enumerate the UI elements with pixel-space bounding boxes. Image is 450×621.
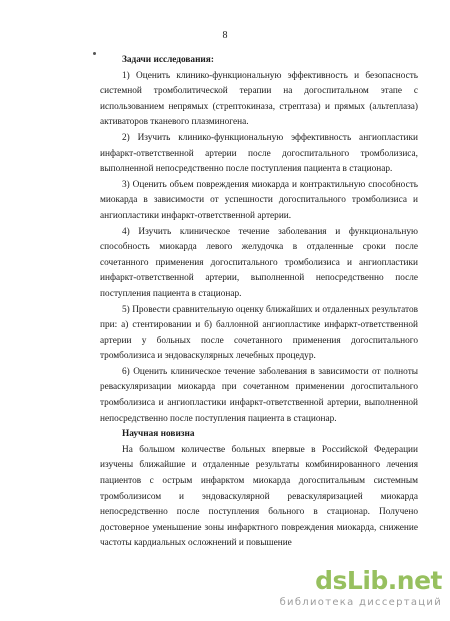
section-heading-objectives: Задачи исследования: — [122, 55, 214, 65]
scan-speck — [93, 52, 96, 55]
document-body — [100, 53, 418, 552]
page-number: 8 — [222, 30, 228, 41]
watermark-logo: dsLib.net — [315, 566, 442, 595]
objective-2: 2) Изучить клинико-функциональную эффективность ангиопластики инфаркт-ответственной артерии после догоспитального тромболизиса, выполненной непосредственно после поступления пациента в стационар. — [100, 132, 418, 175]
watermark-caption: библиотека диссертаций — [279, 597, 442, 608]
objective-5: 5) Провести сравнительную оценку ближайших и отдаленных результатов при: а) стентировании и б) баллонной ангиопластике инфаркт-ответственной артерии у больных после сочетанного применения догоспитального тромболизиса и эндоваскулярных лечебных процедур. — [100, 304, 418, 362]
section-novelty — [100, 427, 418, 552]
objective-4: 4) Изучить клиническое течение заболевания и функциональную способность миокарда левого желудочка в отдаленные сроки после сочетанного применения догоспитального тромболизиса и ангиопластики инфаркт-ответственной артерии, выполненной непосредственно после поступления пациента в стационар. — [100, 226, 418, 299]
novelty-paragraph: На большом количестве больных впервые в Российской Федерации изучены ближайшие и отдаленные результаты комбинированного лечения пациентов с острым инфарктом миокарда догоспитальным системным тромболизисом и эндоваскулярной реваскуляризацией миокарда непосредственно после поступления больного в стационар. Получено достоверное уменьшение зоны инфарктного повреждения миокарда, снижение частоты кардиальных осложнений и повышение — [100, 444, 418, 549]
objective-3: 3) Оценить объем повреждения миокарда и контрактильную способность миокарда в зависимости от успешности догоспитального тромболизиса и ангиопластики инфаркт-ответственной артерии. — [100, 179, 418, 221]
objective-1: 1) Оценить клинико-функциональную эффективность и безопасность системной тромболитической терапии на догоспитальном этапе с использованием непрямых (стрептокиназа, стрептаза) и прямых (альтеплаза) активаторов тканевого плазминогена. — [100, 70, 418, 128]
section-heading-novelty: Научная новизна — [122, 429, 195, 440]
objective-6: 6) Оценить клиническое течение заболевания в зависимости от полноты реваскуляризации миокарда при сочетанном применении догоспитального тромболизиса и ангиопластики инфаркт-ответственной артерии, выполненной непосредственно после поступления пациента в стационар. — [100, 366, 418, 424]
watermark — [252, 567, 442, 615]
section-objectives — [100, 53, 418, 427]
